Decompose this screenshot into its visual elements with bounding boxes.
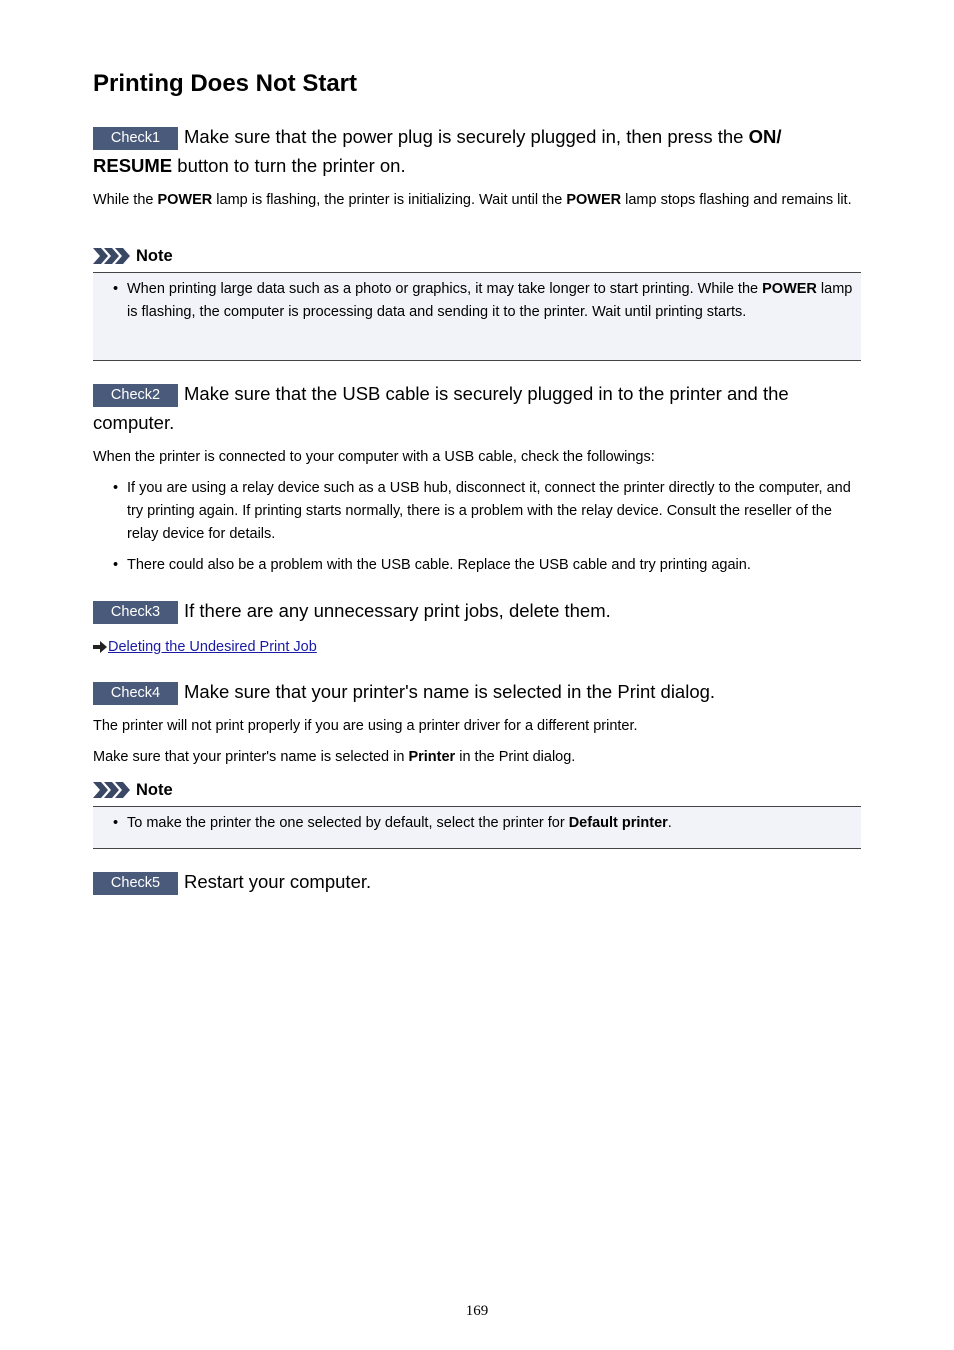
note1-list [93, 278, 861, 324]
check3-heading [93, 596, 861, 625]
power-lamp-label: POWER [762, 281, 817, 297]
printer-label: Printer [408, 749, 456, 765]
text: lamp stops flashing and remains lit. [621, 192, 852, 208]
check4-body-2 [93, 746, 861, 769]
list-item: • There could also be a problem with the USB cable. Replace the USB cable and try printing again. [93, 554, 861, 577]
check2-badge: Check2 [93, 384, 178, 407]
check2-heading-text: Make sure that the USB cable is securely plugged in to the printer and the computer. [93, 383, 789, 433]
note1-box [93, 272, 861, 361]
note2-box [93, 806, 861, 849]
page-number: 169 [465, 1303, 489, 1319]
note1-header [93, 246, 173, 266]
check4-body-1: The printer will not print properly if you are using a printer driver for a different printer. [93, 718, 638, 734]
check1-heading-text: Make sure that the power plug is securely plugged in, then press the [184, 126, 749, 147]
default-printer-label: Default printer [568, 815, 668, 831]
deleting-print-job-link-row [93, 637, 317, 657]
note2-label: Note [136, 780, 173, 799]
page-title: Printing Does Not Start [93, 70, 358, 97]
list-item [93, 278, 861, 324]
check5-heading [93, 867, 861, 896]
note1-label: Note [136, 246, 173, 265]
check1-body [93, 189, 861, 212]
check5-heading-text: Restart your computer. [184, 871, 372, 892]
check2-list [93, 477, 861, 577]
check4-badge: Check4 [93, 682, 178, 705]
check4-heading-text: Make sure that your printer's name is selected in the Print dialog. [184, 681, 716, 702]
arrow-right-icon [93, 641, 108, 653]
list-item: • If you are using a relay device such as a USB hub, disconnect it, connect the printer directly to the computer, and try printing again. If printing starts normally, there is a problem with the relay device. Consult the reseller of the relay device for details. [93, 477, 861, 546]
check2-heading [93, 379, 861, 437]
text: . [667, 815, 672, 831]
text: lamp is flashing, the printer is initializing. Wait until the [212, 192, 567, 208]
list-item [93, 812, 861, 835]
power-lamp-label: POWER [566, 192, 622, 208]
text: in the Print dialog. [455, 749, 576, 765]
check4-heading [93, 677, 861, 706]
note-chevrons-icon [93, 248, 131, 264]
on-resume-button-label: ON/ RESUME [93, 126, 782, 176]
power-lamp-label: POWER [157, 192, 213, 208]
check3-heading-text: If there are any unnecessary print jobs, delete them. [184, 600, 611, 621]
note-chevrons-icon [93, 782, 131, 798]
text: While the [93, 192, 158, 208]
deleting-print-job-link[interactable]: Deleting the Undesired Print Job [108, 639, 317, 655]
check3-badge: Check3 [93, 601, 178, 624]
text: lamp is flashing, the computer is processing data and sending it to the printer. Wait until printing starts. [127, 281, 853, 320]
check2-intro: When the printer is connected to your computer with a USB cable, check the followings: [93, 449, 655, 465]
check1-heading [93, 122, 861, 180]
note2-list [93, 812, 861, 835]
note2-header [93, 780, 173, 800]
check1-heading-text-end: button to turn the printer on. [172, 155, 406, 176]
text: Make sure that your printer's name is selected in [93, 749, 409, 765]
check1-badge: Check1 [93, 127, 178, 150]
text: When printing large data such as a photo or graphics, it may take longer to start printing. While the [127, 281, 763, 297]
text: To make the printer the one selected by default, select the printer for [127, 815, 569, 831]
check5-badge: Check5 [93, 872, 178, 895]
